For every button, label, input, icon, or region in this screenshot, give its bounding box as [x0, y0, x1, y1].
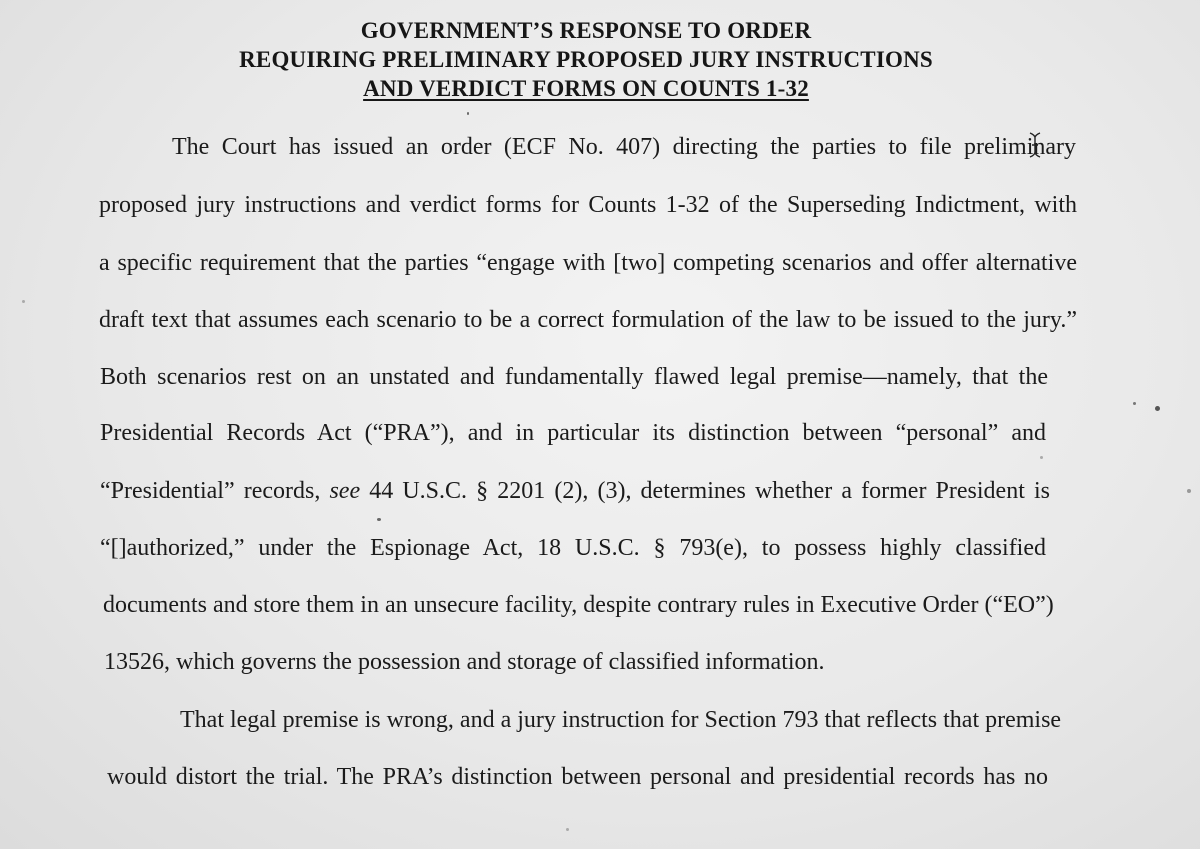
paragraph-1-line-6: Presidential Records Act (“PRA”), and in particular its distinction between “personal” and	[100, 420, 1046, 446]
dust-speck	[1040, 456, 1043, 459]
document-title-line-2: REQUIRING PRELIMINARY PROPOSED JURY INSTRUCTIONS	[239, 47, 933, 72]
paragraph-1-line-4: draft text that assumes each scenario to be a correct formulation of the law to be issued to the jury.”	[99, 307, 1077, 333]
paragraph-2-line-2: would distort the trial. The PRA’s distinction between personal and presidential records has no	[107, 764, 1048, 790]
document-title-line-3: AND VERDICT FORMS ON COUNTS 1-32	[363, 76, 809, 101]
paragraph-1-line-9: documents and store them in an unsecure facility, despite contrary rules in Executive Order (“EO”)	[103, 592, 1054, 618]
paragraph-1-line-7	[100, 478, 1050, 505]
dust-speck	[1133, 402, 1136, 405]
paragraph-2-line-1: That legal premise is wrong, and a jury instruction for Section 793 that reflects that premise	[180, 707, 1062, 733]
paragraph-1-line-10: 13526, which governs the possession and storage of classified information.	[104, 649, 825, 675]
paragraph-1-line-3: a specific requirement that the parties “engage with [two] competing scenarios and offer alternative	[99, 250, 1077, 276]
dust-speck	[377, 518, 381, 521]
paragraph-1-line-5: Both scenarios rest on an unstated and fundamentally flawed legal premise—namely, that the	[100, 364, 1048, 390]
document-title-line-1: GOVERNMENT’S RESPONSE TO ORDER	[360, 18, 812, 43]
paragraph-1-line-1: The Court has issued an order (ECF No. 407) directing the parties to file preliminary	[172, 134, 1076, 160]
dust-speck	[22, 300, 25, 303]
dust-speck	[566, 828, 569, 831]
line-7-text-before: “Presidential” records,	[100, 478, 330, 504]
paragraph-1-line-2: proposed jury instructions and verdict forms for Counts 1-32 of the Superseding Indictment, with	[99, 192, 1077, 218]
paragraph-1-line-8: “[]authorized,” under the Espionage Act, 18 U.S.C. § 793(e), to possess highly classified	[100, 535, 1046, 561]
line-7-text-after: 44 U.S.C. § 2201 (2), (3), determines whether a former President is	[360, 478, 1050, 504]
see-citation-signal: see	[329, 478, 361, 504]
dust-speck	[467, 112, 469, 115]
dust-speck	[1187, 489, 1191, 493]
text-cursor-icon	[1028, 132, 1042, 158]
dust-speck	[1155, 406, 1160, 411]
